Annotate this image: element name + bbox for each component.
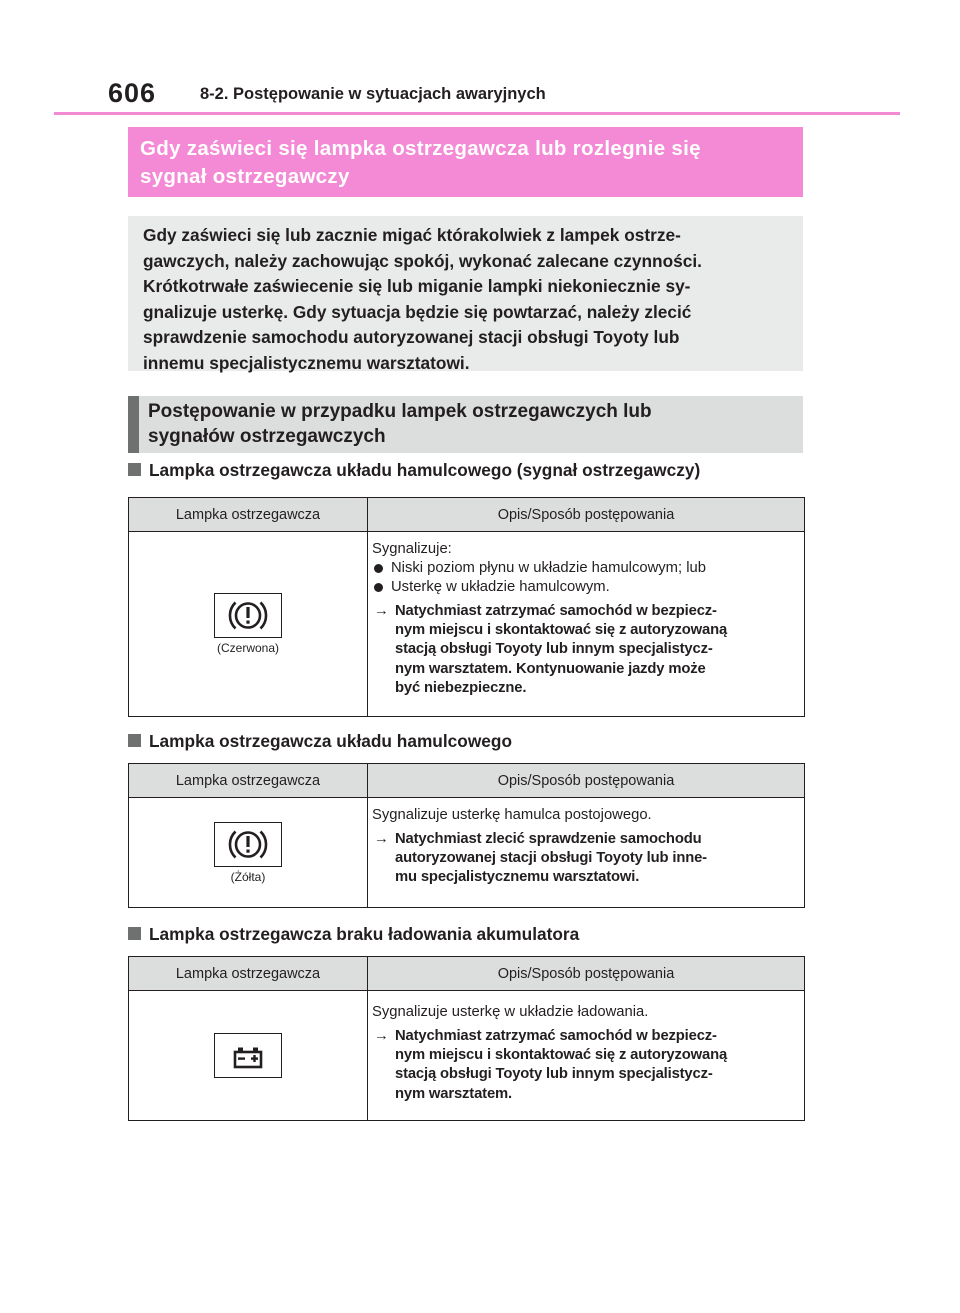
brake-warning-icon xyxy=(214,822,282,867)
intro-line: innemu specjalistycznemu warsztatowi. xyxy=(143,352,470,373)
lamp-color-label: (Czerwona) xyxy=(216,641,279,655)
subsection-heading-line-2: sygnałów ostrzegawczych xyxy=(148,426,386,447)
table-row xyxy=(129,532,805,717)
arrow-right-icon: → xyxy=(374,831,389,847)
subsection-heading-line-1: Postępowanie w przypadku lampek ostrzegawczych lub xyxy=(148,401,652,422)
intro-line: Krótkotrwałe zaświecenie się lub miganie lampki niekoniecznie sy- xyxy=(143,276,691,296)
title-banner-line-2: sygnał ostrzegawczy xyxy=(140,165,350,188)
square-bullet-icon xyxy=(128,927,141,940)
subsection-heading xyxy=(128,396,803,453)
intro-line: gnalizuje usterkę. Gdy sytuacja będzie się powtarzać, należy zlecić xyxy=(143,301,692,322)
description-intro: Sygnalizuje usterkę hamulca postojowego. xyxy=(372,807,652,823)
arrow-right-icon: → xyxy=(374,1028,389,1044)
table-header-row xyxy=(129,498,805,532)
column-header-lamp: Lampka ostrzegawcza xyxy=(129,764,368,798)
table-header-row xyxy=(129,957,805,991)
square-bullet-icon xyxy=(128,463,141,476)
warning-table-battery-charging xyxy=(128,956,805,1121)
item-heading-brake-system xyxy=(128,731,512,752)
column-header-lamp: Lampka ostrzegawcza xyxy=(129,498,368,532)
section-title: 8-2. Postępowanie w sytuacjach awaryjnych xyxy=(200,85,546,103)
intro-line: gawczych, należy zachowując spokój, wykonać zalecane czynności. xyxy=(143,250,702,271)
square-bullet-icon xyxy=(128,734,141,747)
lamp-cell xyxy=(129,798,368,908)
lamp-cell xyxy=(129,532,368,717)
table-row xyxy=(129,798,805,908)
lamp-color-label: (Żółta) xyxy=(230,869,266,884)
lamp-cell xyxy=(129,991,368,1121)
battery-icon xyxy=(214,1033,282,1078)
warning-table-brake-system-signal xyxy=(128,497,805,717)
intro-line: sprawdzenie samochodu autoryzowanej stacji obsługi Toyoty lub xyxy=(143,327,680,347)
action-instruction: → Natychmiast zlecić sprawdzenie samochodu autoryzowanej stacji obsługi Toyoty lub inne- mu specjalistycznemu warsztatowi. xyxy=(372,830,796,888)
brake-warning-icon xyxy=(214,593,282,638)
item-heading-text: Lampka ostrzegawcza braku ładowania akumulatora xyxy=(149,924,580,944)
title-banner-line-1: Gdy zaświeci się lampka ostrzegawcza lub rozlegnie się xyxy=(140,137,701,160)
warning-table-brake-system xyxy=(128,763,805,908)
description-intro: Sygnalizuje: xyxy=(372,541,452,557)
action-instruction: → Natychmiast zatrzymać samochód w bezpiecz- nym miejscu i skontaktować się z autoryzowaną stacją obsługi Toyoty lub innym specjalistycz- nym warsztatem. Kontynuowanie jazdy może być niebezpieczne. xyxy=(372,602,796,698)
column-header-lamp: Lampka ostrzegawcza xyxy=(129,957,368,991)
table-row xyxy=(129,991,805,1121)
list-item: Niski poziom płynu w układzie hamulcowym; lub xyxy=(372,559,796,578)
arrow-right-icon: → xyxy=(374,603,389,619)
bullet-dot-icon xyxy=(374,564,383,573)
description-intro: Sygnalizuje usterkę w układzie ładowania. xyxy=(372,1004,649,1020)
list-item: Usterkę w układzie hamulcowym. xyxy=(372,578,796,597)
item-heading-text: Lampka ostrzegawcza układu hamulcowego xyxy=(149,731,512,751)
description-cell xyxy=(368,991,805,1121)
description-cell xyxy=(368,532,805,717)
column-header-description: Opis/Sposób postępowania xyxy=(368,957,805,991)
column-header-description: Opis/Sposób postępowania xyxy=(368,764,805,798)
table-header-row xyxy=(129,764,805,798)
description-cell xyxy=(368,798,805,908)
column-header-description: Opis/Sposób postępowania xyxy=(368,498,805,532)
item-heading-battery-charging xyxy=(128,924,579,945)
page-number: 606 xyxy=(108,78,157,108)
bullet-dot-icon xyxy=(374,583,383,592)
action-instruction: → Natychmiast zatrzymać samochód w bezpiecz- nym miejscu i skontaktować się z autoryzowaną stacją obsługi Toyoty lub innym specjalistycz- nym warsztatem. xyxy=(372,1027,796,1104)
page-header xyxy=(108,78,900,114)
item-heading-brake-system-signal xyxy=(128,460,700,481)
item-heading-text: Lampka ostrzegawcza układu hamulcowego (sygnał ostrzegawczy) xyxy=(149,460,701,480)
header-divider xyxy=(54,112,900,115)
intro-line: Gdy zaświeci się lub zacznie migać którakolwiek z lampek ostrze- xyxy=(143,225,681,245)
intro-box xyxy=(128,216,803,371)
title-banner xyxy=(128,127,803,197)
